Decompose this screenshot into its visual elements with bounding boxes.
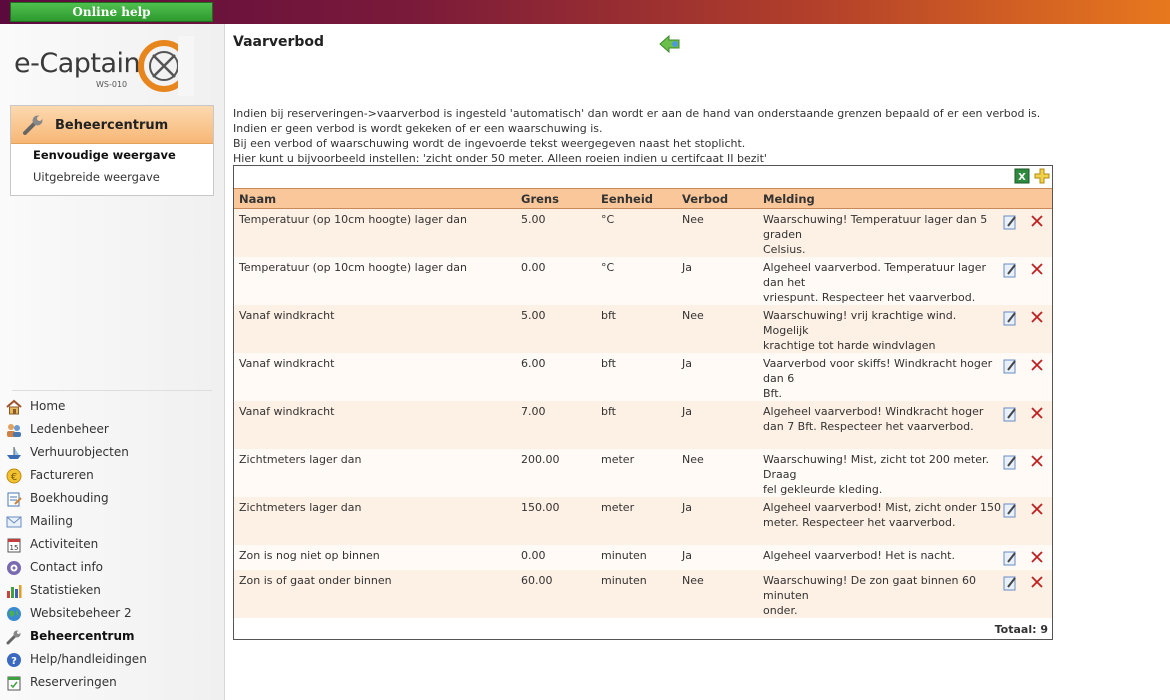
edit-icon[interactable] (1002, 406, 1018, 426)
menu-label: Boekhouding (30, 491, 109, 505)
menu-label: Home (30, 399, 66, 413)
cell-eenheid: meter (596, 449, 677, 497)
cell-naam: Zichtmeters lager dan (234, 449, 516, 497)
cell-naam: Vanaf windkracht (234, 305, 516, 353)
menu-label: Activiteiten (30, 537, 99, 551)
edit-icon[interactable] (1002, 550, 1018, 570)
add-icon[interactable] (1034, 168, 1050, 184)
cell-naam: Zichtmeters lager dan (234, 497, 516, 545)
cell-melding (758, 257, 1002, 305)
logo (12, 34, 212, 102)
column-header-naam[interactable]: Naam (234, 189, 516, 209)
menu-label: Contact info (30, 560, 104, 574)
svg-text:€: € (10, 472, 18, 483)
delete-icon[interactable] (1030, 310, 1044, 328)
cell-naam: Temperatuur (op 10cm hoogte) lager dan (234, 209, 516, 258)
menu-item-verhuurobjecten[interactable] (6, 441, 218, 464)
melding-line: onder. (763, 604, 798, 617)
cell-grens: 150.00 (516, 497, 596, 545)
sidebar-divider (12, 390, 212, 391)
euro-icon (6, 468, 22, 484)
svg-text:?: ? (11, 656, 17, 667)
table-row (234, 545, 1052, 570)
melding-line: Waarschuwing! De zon gaat binnen 60 minuten (763, 574, 977, 602)
cell-eenheid: minuten (596, 570, 677, 618)
logo-text: e-Captain (14, 48, 141, 79)
menu-item-boekhouding[interactable] (6, 487, 218, 510)
delete-icon[interactable] (1030, 550, 1044, 568)
cell-actions (1002, 209, 1052, 258)
column-header-melding[interactable]: Melding (758, 189, 1002, 209)
melding-line: Waarschuwing! Temperatuur lager dan 5 graden (763, 213, 988, 241)
cell-actions (1002, 545, 1052, 570)
cell-verbod: Ja (677, 401, 758, 449)
intro-text (233, 106, 1153, 166)
cell-verbod: Ja (677, 257, 758, 305)
cell-grens: 0.00 (516, 545, 596, 570)
edit-icon[interactable] (1002, 502, 1018, 522)
main-menu (6, 395, 218, 694)
delete-icon[interactable] (1030, 358, 1044, 376)
menu-label: Factureren (30, 468, 94, 482)
intro-line: Indien er geen verbod is wordt gekeken of er een waarschuwing is. (233, 122, 603, 135)
reservation-icon (6, 675, 22, 691)
melding-line: Algeheel vaarverbod! Het is nacht. (763, 549, 955, 562)
table-header-row (234, 189, 1052, 209)
boat-icon (6, 445, 22, 461)
melding-line: Bft. (763, 387, 783, 400)
cell-verbod: Ja (677, 353, 758, 401)
delete-icon[interactable] (1030, 575, 1044, 593)
table-row (234, 209, 1052, 258)
melding-line: Celsius. (763, 243, 806, 256)
back-arrow-icon[interactable] (659, 34, 681, 54)
delete-icon[interactable] (1030, 214, 1044, 232)
column-header-eenheid[interactable]: Eenheid (596, 189, 677, 209)
svg-text:X: X (1018, 172, 1026, 183)
menu-label: Statistieken (30, 583, 101, 597)
cell-melding (758, 209, 1002, 258)
cell-naam: Temperatuur (op 10cm hoogte) lager dan (234, 257, 516, 305)
table-row (234, 570, 1052, 618)
edit-icon[interactable] (1002, 454, 1018, 474)
cell-verbod: Nee (677, 570, 758, 618)
ship-wheel-logo-icon (134, 36, 194, 96)
intro-line: Bij een verbod of waarschuwing wordt de ingevoerde tekst weergegeven naast het stoplicht. (233, 137, 746, 150)
cell-melding (758, 353, 1002, 401)
cell-verbod: Nee (677, 449, 758, 497)
sidebar (0, 24, 225, 700)
melding-line: fel gekleurde kleding. (763, 483, 883, 496)
cell-naam: Zon is nog niet op binnen (234, 545, 516, 570)
menu-label: Reserveringen (30, 675, 117, 689)
melding-line: Waarschuwing! Mist, zicht tot 200 meter. Draag (763, 453, 989, 481)
cell-melding (758, 545, 1002, 570)
panel-header (11, 106, 213, 144)
menu-item-activiteiten[interactable] (6, 533, 218, 556)
menu-label: Websitebeheer 2 (30, 606, 132, 620)
table-row (234, 257, 1052, 305)
menu-item-contact-info[interactable] (6, 556, 218, 579)
cell-eenheid: bft (596, 353, 677, 401)
cell-grens: 5.00 (516, 209, 596, 258)
cell-verbod: Ja (677, 497, 758, 545)
cell-actions (1002, 449, 1052, 497)
cell-actions (1002, 497, 1052, 545)
help-icon (6, 652, 22, 668)
menu-item-mailing[interactable] (6, 510, 218, 533)
table-row (234, 449, 1052, 497)
cell-melding (758, 305, 1002, 353)
menu-item-statistieken[interactable] (6, 579, 218, 602)
members-icon (6, 422, 22, 438)
grid-toolbar (234, 166, 1052, 188)
table-row (234, 305, 1052, 353)
delete-icon[interactable] (1030, 406, 1044, 424)
cell-grens: 0.00 (516, 257, 596, 305)
menu-label: Mailing (30, 514, 73, 528)
cell-melding (758, 570, 1002, 618)
cell-grens: 200.00 (516, 449, 596, 497)
melding-line: Vaarverbod voor skiffs! Windkracht hoger dan 6 (763, 357, 993, 385)
menu-item-beheercentrum[interactable] (6, 625, 218, 648)
cell-verbod: Nee (677, 209, 758, 258)
cell-actions (1002, 257, 1052, 305)
beheercentrum-panel (10, 105, 214, 196)
intro-line: Indien bij reserveringen->vaarverbod is ingesteld 'automatisch' dan wordt er aan de hand van onderstaande grenzen bepaald of er een verbod is. (233, 107, 1041, 120)
top-bar (0, 0, 1170, 24)
cell-naam: Zon is of gaat onder binnen (234, 570, 516, 618)
menu-item-websitebeheer[interactable] (6, 602, 218, 625)
edit-icon[interactable] (1002, 214, 1018, 234)
edit-icon[interactable] (1002, 358, 1018, 378)
page-title: Vaarverbod (233, 34, 325, 50)
view-simple-link[interactable]: Eenvoudige weergave (33, 148, 176, 162)
edit-icon[interactable] (1002, 575, 1018, 595)
cell-naam: Vanaf windkracht (234, 401, 516, 449)
table-row (234, 353, 1052, 401)
logo-subtitle: WS-010 (96, 80, 128, 89)
cell-actions (1002, 305, 1052, 353)
menu-item-reserveringen[interactable] (6, 671, 218, 694)
cell-eenheid: °C (596, 257, 677, 305)
intro-line: Hier kunt u bijvoorbeeld instellen: 'zicht onder 50 meter. Alleen roeien indien u certifcaat II bezit' (233, 152, 767, 165)
globe-icon (6, 606, 22, 622)
melding-line: krachtige tot harde windvlagen (763, 339, 936, 352)
cell-eenheid: °C (596, 209, 677, 258)
table-row (234, 401, 1052, 449)
cell-melding (758, 449, 1002, 497)
cell-eenheid: bft (596, 401, 677, 449)
home-icon (6, 399, 22, 415)
melding-line: meter. Respecteer het vaarverbod. (763, 516, 956, 529)
table-row (234, 497, 1052, 545)
vaarverbod-table (234, 188, 1052, 618)
delete-icon[interactable] (1030, 454, 1044, 472)
main-content (233, 24, 1163, 700)
menu-label: Beheercentrum (30, 629, 135, 643)
cell-grens: 7.00 (516, 401, 596, 449)
edit-icon[interactable] (1002, 262, 1018, 282)
cell-melding (758, 497, 1002, 545)
online-help-button[interactable]: Online help (10, 2, 213, 22)
cell-actions (1002, 401, 1052, 449)
delete-icon[interactable] (1030, 262, 1044, 280)
melding-line: Algeheel vaarverbod! Mist, zicht onder 150 (763, 501, 1002, 514)
cell-actions (1002, 570, 1052, 618)
ledger-icon (6, 491, 22, 507)
menu-label: Help/handleidingen (30, 652, 147, 666)
menu-label: Ledenbeheer (30, 422, 109, 436)
vaarverbod-grid (233, 165, 1053, 640)
cell-eenheid: minuten (596, 545, 677, 570)
contact-icon (6, 560, 22, 576)
export-excel-icon[interactable] (1014, 168, 1030, 184)
wrench-icon (6, 629, 22, 645)
calendar-icon (6, 537, 22, 553)
menu-item-factureren[interactable] (6, 464, 218, 487)
column-header-grens[interactable]: Grens (516, 189, 596, 209)
svg-text:15: 15 (9, 544, 19, 552)
edit-icon[interactable] (1002, 310, 1018, 330)
menu-item-home[interactable] (6, 395, 218, 418)
mail-icon (6, 514, 22, 530)
cell-grens: 6.00 (516, 353, 596, 401)
cell-verbod: Nee (677, 305, 758, 353)
cell-grens: 60.00 (516, 570, 596, 618)
total-count: Totaal: 9 (994, 623, 1048, 636)
melding-line: vriespunt. Respecteer het vaarverbod. (763, 291, 976, 304)
melding-line: Algeheel vaarverbod! Windkracht hoger dan 7 Bft. Respecteer het vaarverbod. (763, 405, 984, 433)
cell-melding (758, 401, 1002, 449)
cell-eenheid: meter (596, 497, 677, 545)
menu-item-help[interactable] (6, 648, 218, 671)
wrench-icon (21, 113, 45, 137)
cell-eenheid: bft (596, 305, 677, 353)
cell-verbod: Ja (677, 545, 758, 570)
delete-icon[interactable] (1030, 502, 1044, 520)
melding-line: Waarschuwing! vrij krachtige wind. Mogelijk (763, 309, 957, 337)
menu-label: Verhuurobjecten (30, 445, 129, 459)
cell-grens: 5.00 (516, 305, 596, 353)
column-header-verbod[interactable]: Verbod (677, 189, 758, 209)
panel-title: Beheercentrum (55, 118, 169, 133)
column-header-actions (1002, 189, 1052, 209)
melding-line: Algeheel vaarverbod. Temperatuur lager dan het (763, 261, 987, 289)
chart-icon (6, 583, 22, 599)
view-extended-link[interactable]: Uitgebreide weergave (33, 170, 160, 184)
cell-naam: Vanaf windkracht (234, 353, 516, 401)
menu-item-ledenbeheer[interactable] (6, 418, 218, 441)
cell-actions (1002, 353, 1052, 401)
